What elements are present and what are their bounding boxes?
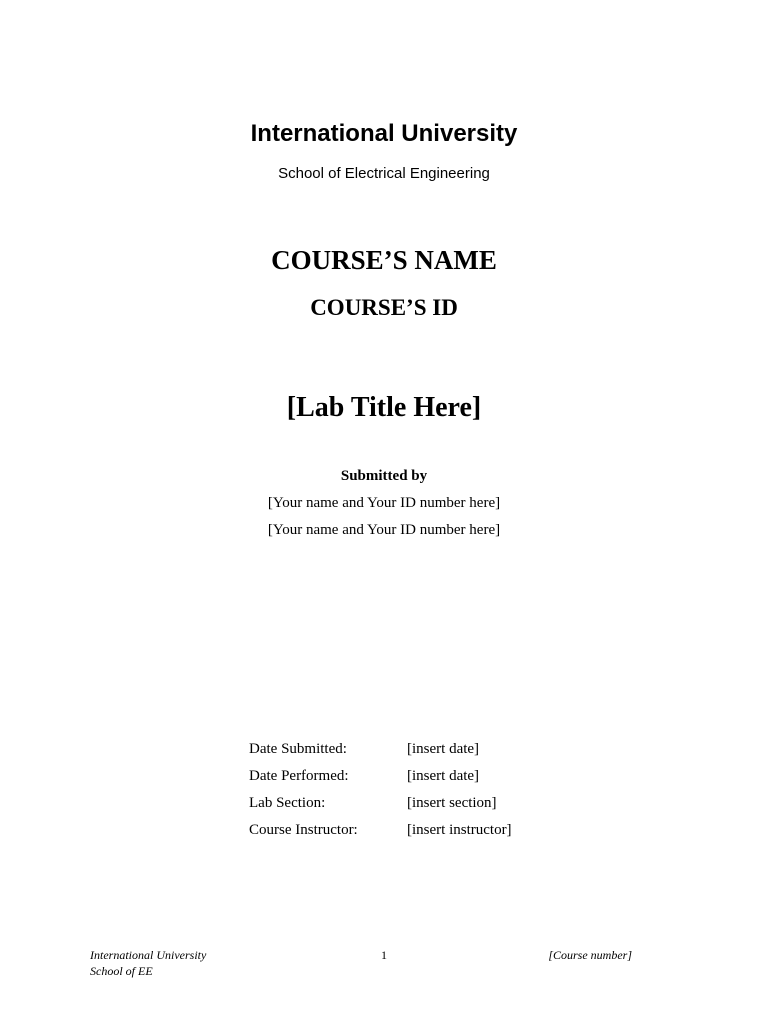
university-title: International University: [250, 120, 518, 147]
school-name: School of Electrical Engineering: [278, 165, 490, 182]
page-footer: [90, 947, 632, 987]
detail-row-date-performed: [249, 768, 607, 795]
submitted-by-label: Submitted by: [340, 468, 428, 484]
detail-row-lab-section: [249, 795, 607, 822]
lab-title: [Lab Title Here]: [286, 392, 482, 423]
detail-label: Course Instructor:: [249, 822, 358, 838]
detail-row-date-submitted: [249, 741, 607, 768]
detail-value: [insert section]: [407, 795, 497, 811]
course-name: COURSE’S NAME: [271, 245, 497, 275]
submission-details-table: [249, 741, 607, 849]
footer-course-number: [Course number]: [548, 948, 632, 962]
course-id: COURSE’S ID: [310, 295, 458, 320]
detail-row-course-instructor: [249, 822, 607, 849]
student-name-1: [Your name and Your ID number here]: [267, 495, 501, 511]
detail-value: [insert date]: [407, 768, 480, 784]
detail-label: Lab Section:: [249, 795, 326, 811]
detail-value: [insert instructor]: [407, 822, 512, 838]
detail-value: [insert date]: [407, 741, 480, 757]
student-name-2: [Your name and Your ID number here]: [267, 522, 501, 538]
footer-school: School of EE: [90, 964, 153, 978]
detail-label: Date Performed:: [249, 768, 349, 784]
page-number: 1: [381, 948, 387, 962]
detail-label: Date Submitted:: [249, 741, 347, 757]
footer-university: International University: [90, 948, 207, 962]
